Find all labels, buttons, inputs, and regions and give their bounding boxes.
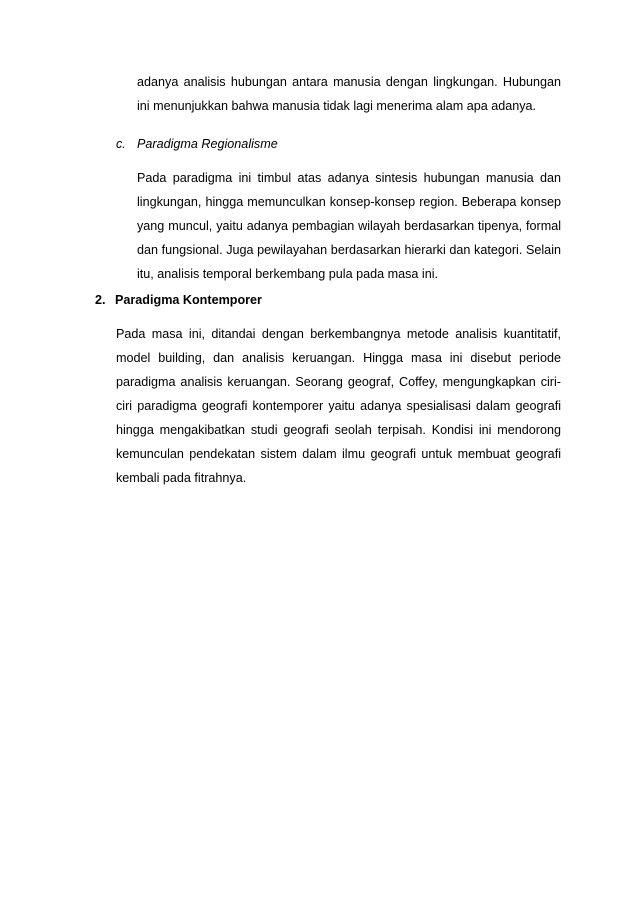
section-2-paragraph: Pada masa ini, ditandai dengan berkembangnya metode analisis kuantitatif, model building, dan analisis keruangan. Hingga masa ini disebut periode paradigma analisis keruangan. Seorang geograf, Coffey, mengungkapkan ciri-ciri paradigma geografi kontemporer yaitu adanya spesialisasi dalam geografi hingga mengakibatkan studi geografi seolah terpisah. Kondisi ini mendorong kemunculan pendekatan sistem dalam ilmu geografi untuk membuat geografi kembali pada fitrahnya. [116,327,561,485]
section-b-continuation-paragraph: adanya analisis hubungan antara manusia dengan lingkungan. Hubungan ini menunjukkan bahwa manusia tidak lagi menerima alam apa adanya. [137,75,561,113]
section-c-title: Paradigma Regionalisme [137,137,278,151]
section-2-heading [95,288,262,312]
section-c-paragraph: Pada paradigma ini timbul atas adanya sintesis hubungan manusia dan lingkungan, hingga memunculkan konsep-konsep region. Beberapa konsep yang muncul, yaitu adanya pembagian wilayah berdasarkan tipenya, formal dan fungsional. Juga pewilayahan berdasarkan hierarki dan kategori. Selain itu, analisis temporal berkembang pula pada masa ini. [137,171,561,281]
section-2-title: Paradigma Kontemporer [115,293,262,307]
section-c-marker: c. [116,137,126,151]
section-c-heading [116,132,278,156]
section-2-marker: 2. [95,293,106,307]
